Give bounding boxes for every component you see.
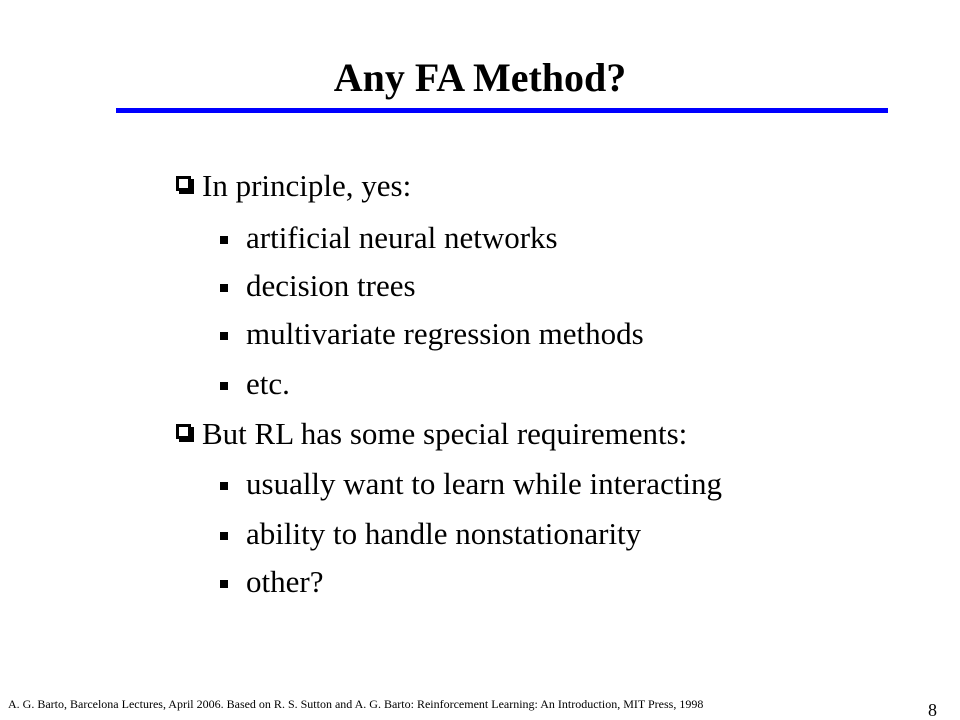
slide-title: Any FA Method?	[333, 55, 627, 100]
square-bullet-icon	[220, 580, 228, 588]
sub-bullet-text: multivariate regression methods	[246, 316, 644, 351]
page-number: 8	[928, 700, 937, 720]
square-bullet-icon	[220, 382, 228, 390]
sub-bullet-text: usually want to learn while interacting	[246, 466, 723, 501]
square-bullet-icon	[220, 532, 228, 540]
square-bullet-icon	[220, 236, 228, 244]
sub-bullet-text: artificial neural networks	[246, 220, 558, 255]
sub-bullet-text: etc.	[246, 366, 290, 401]
bullet-text: In principle, yes:	[202, 168, 412, 203]
square-bullet-icon	[220, 332, 228, 340]
sub-bullet-text: ability to handle nonstationarity	[246, 516, 642, 551]
bullet-text: But RL has some special requirements:	[202, 416, 688, 451]
sub-bullet-text: other?	[246, 564, 324, 599]
checkbox-bullet-icon	[176, 176, 191, 191]
square-bullet-icon	[220, 284, 228, 292]
square-bullet-icon	[220, 482, 228, 490]
checkbox-bullet-icon	[176, 424, 191, 439]
footer-citation: A. G. Barto, Barcelona Lectures, April 2006. Based on R. S. Sutton and A. G. Barto: Reinforcement Learning: An Introduction, MIT Press, 1998	[8, 697, 704, 711]
sub-bullet-text: decision trees	[246, 268, 416, 303]
